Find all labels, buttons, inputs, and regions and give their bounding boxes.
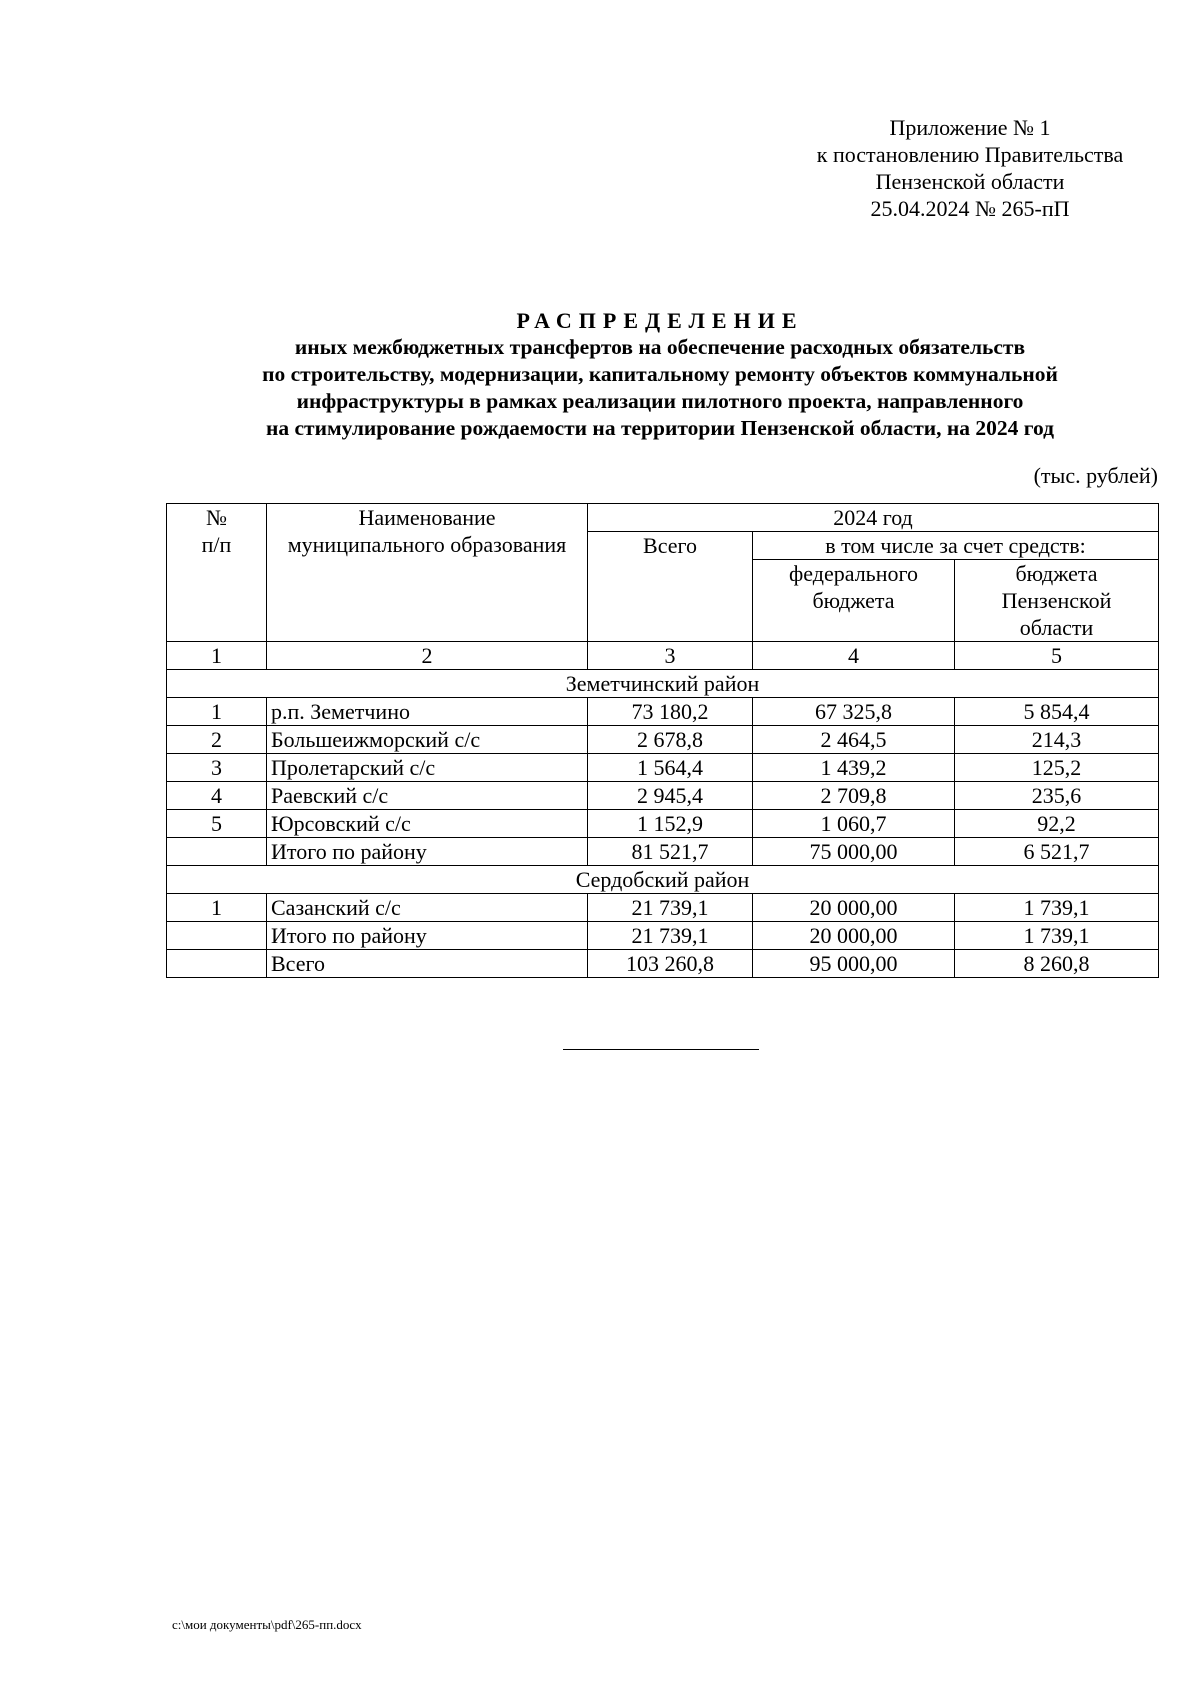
row-total: 2 945,4: [588, 782, 753, 810]
document-title: [160, 307, 1160, 442]
title-line: по строительству, модернизации, капитальному ремонту объектов коммунальной: [262, 362, 1058, 386]
row-federal: 1 060,7: [753, 810, 955, 838]
row-number: 2: [167, 726, 267, 754]
header-name-cell: Наименование муниципального образования: [267, 504, 588, 642]
row-name: Раевский с/с: [267, 782, 588, 810]
row-total: 21 739,1: [588, 922, 753, 950]
row-federal: 67 325,8: [753, 698, 955, 726]
column-number: 5: [955, 642, 1159, 670]
column-number: 2: [267, 642, 588, 670]
appendix-line: Приложение № 1: [889, 115, 1051, 140]
grand-total-row: [167, 950, 1159, 978]
row-federal: 2 464,5: [753, 726, 955, 754]
row-number: 4: [167, 782, 267, 810]
district-heading-row: [167, 670, 1159, 698]
row-name: Большеижморский с/с: [267, 726, 588, 754]
row-regional: 125,2: [955, 754, 1159, 782]
distribution-table: [166, 503, 1159, 978]
header-number-cell: № п/п: [167, 504, 267, 642]
row-regional: 8 260,8: [955, 950, 1159, 978]
row-number: 5: [167, 810, 267, 838]
header-year-cell: 2024 год: [588, 504, 1159, 532]
appendix-date-number: 25.04.2024 № 265-пП: [870, 196, 1070, 221]
table-row: [167, 754, 1159, 782]
row-name: р.п. Земетчино: [267, 698, 588, 726]
table-row: [167, 726, 1159, 754]
table-row: [167, 782, 1159, 810]
row-number: 1: [167, 698, 267, 726]
row-total: 1 152,9: [588, 810, 753, 838]
row-regional: 1 739,1: [955, 922, 1159, 950]
row-regional: 5 854,4: [955, 698, 1159, 726]
row-number: [167, 922, 267, 950]
row-total: 2 678,8: [588, 726, 753, 754]
row-name: Итого по району: [267, 838, 588, 866]
row-regional: 92,2: [955, 810, 1159, 838]
row-number: [167, 838, 267, 866]
row-regional: 235,6: [955, 782, 1159, 810]
row-total: 21 739,1: [588, 894, 753, 922]
row-total: 81 521,7: [588, 838, 753, 866]
header-federal-cell: федерального бюджета: [753, 560, 955, 642]
units-label: (тыс. рублей): [1033, 463, 1158, 488]
row-name: Всего: [267, 950, 588, 978]
appendix-line: Пензенской области: [875, 169, 1065, 194]
district-title: Земетчинский район: [167, 670, 1159, 698]
row-federal: 95 000,00: [753, 950, 955, 978]
row-regional: 214,3: [955, 726, 1159, 754]
appendix-header: [780, 114, 1160, 222]
row-number: [167, 950, 267, 978]
row-total: 73 180,2: [588, 698, 753, 726]
title-line: на стимулирование рождаемости на территории Пензенской области, на 2024 год: [265, 416, 1055, 440]
header-regional-cell: бюджета Пензенской области: [955, 560, 1159, 642]
title-line: иных межбюджетных трансфертов на обеспечение расходных обязательств: [294, 335, 1026, 359]
table-row: [167, 894, 1159, 922]
column-number: 3: [588, 642, 753, 670]
row-federal: 20 000,00: [753, 894, 955, 922]
row-federal: 2 709,8: [753, 782, 955, 810]
title-main: РАСПРЕДЕЛЕНИЕ: [516, 308, 804, 333]
subtotal-row: [167, 838, 1159, 866]
column-number: 4: [753, 642, 955, 670]
table-row: [167, 698, 1159, 726]
title-line: инфраструктуры в рамках реализации пилотного проекта, направленного: [296, 389, 1024, 413]
column-number-row: [167, 642, 1159, 670]
table-header-row: [167, 504, 1159, 532]
district-heading-row: [167, 866, 1159, 894]
footer-file-path: c:\мои документы\pdf\265-пп.docx: [172, 1617, 362, 1632]
row-name: Итого по району: [267, 922, 588, 950]
row-total: 103 260,8: [588, 950, 753, 978]
end-divider-line: [563, 1049, 759, 1050]
subtotal-row: [167, 922, 1159, 950]
row-name: Пролетарский с/с: [267, 754, 588, 782]
district-title: Сердобский район: [167, 866, 1159, 894]
table-row: [167, 810, 1159, 838]
column-number: 1: [167, 642, 267, 670]
row-federal: 20 000,00: [753, 922, 955, 950]
row-name: Юрсовский с/с: [267, 810, 588, 838]
row-number: 1: [167, 894, 267, 922]
row-total: 1 564,4: [588, 754, 753, 782]
row-number: 3: [167, 754, 267, 782]
row-regional: 1 739,1: [955, 894, 1159, 922]
row-name: Сазанский с/с: [267, 894, 588, 922]
row-federal: 75 000,00: [753, 838, 955, 866]
header-including-cell: в том числе за счет средств:: [753, 532, 1159, 560]
row-federal: 1 439,2: [753, 754, 955, 782]
appendix-line: к постановлению Правительства: [816, 142, 1124, 167]
header-total-cell: Всего: [588, 532, 753, 642]
row-regional: 6 521,7: [955, 838, 1159, 866]
